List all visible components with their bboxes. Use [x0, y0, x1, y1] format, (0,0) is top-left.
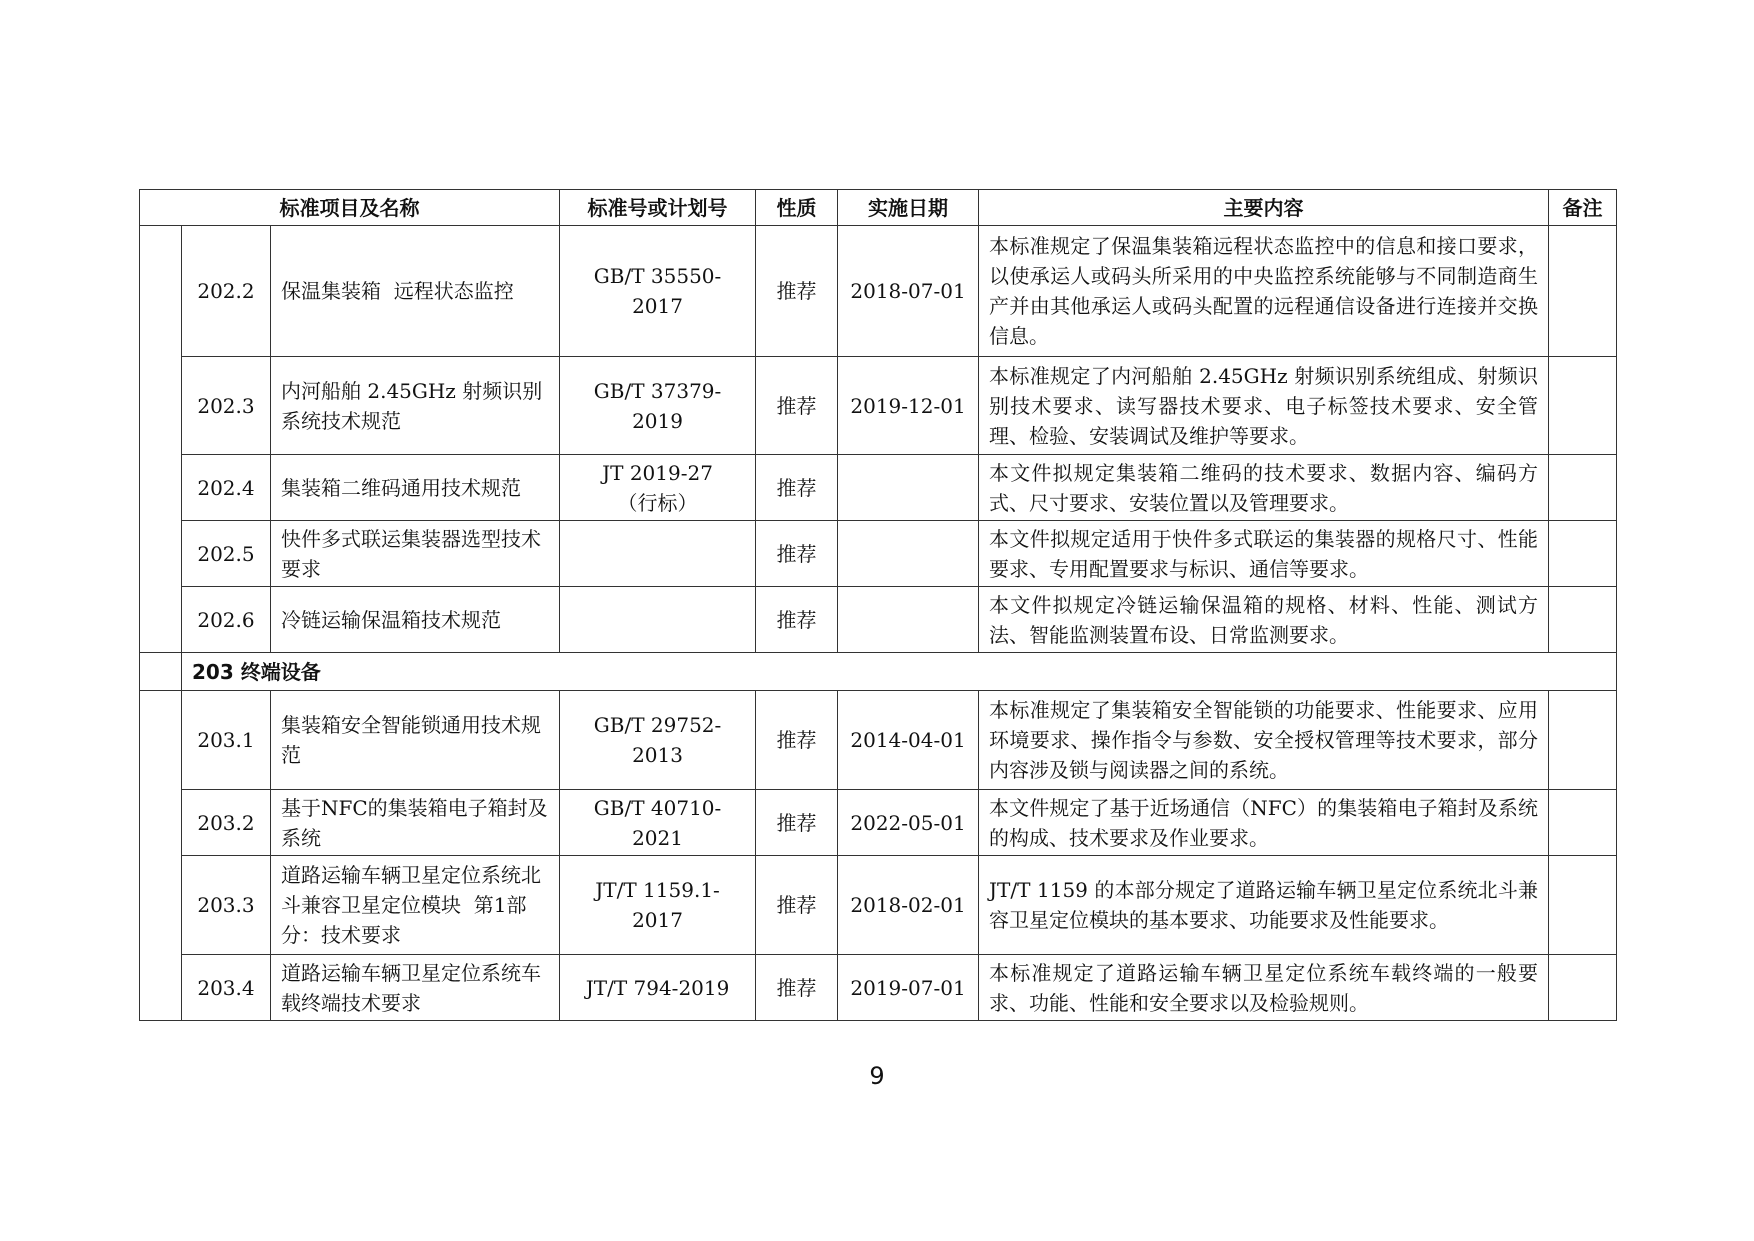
- item-date: [838, 455, 979, 521]
- item-name: 道路运输车辆卫星定位系统车载终端技术要求: [271, 955, 560, 1021]
- item-number: 202.4: [182, 455, 271, 521]
- item-content: 本文件拟规定冷链运输保温箱的规格、材料、性能、测试方法、智能监测装置布设、日常监测要求。: [979, 587, 1549, 653]
- item-date: 2018-07-01: [838, 226, 979, 357]
- item-nature: 推荐: [756, 790, 838, 856]
- item-name: 保温集装箱 远程状态监控: [271, 226, 560, 357]
- table-row: [140, 790, 1617, 856]
- item-nature: 推荐: [756, 691, 838, 790]
- item-remark: [1549, 357, 1617, 455]
- item-name: 内河船舶 2.45GHz 射频识别系统技术规范: [271, 357, 560, 455]
- table-row: [140, 357, 1617, 455]
- item-date: [838, 521, 979, 587]
- item-content: 本标准规定了集装箱安全智能锁的功能要求、性能要求、应用环境要求、操作指令与参数、安全授权管理等技术要求，部分内容涉及锁与阅读器之间的系统。: [979, 691, 1549, 790]
- item-name: 集装箱安全智能锁通用技术规范: [271, 691, 560, 790]
- item-nature: 推荐: [756, 521, 838, 587]
- item-date: 2022-05-01: [838, 790, 979, 856]
- item-standard-number: [560, 455, 756, 521]
- item-date: 2019-07-01: [838, 955, 979, 1021]
- item-number: 203.1: [182, 691, 271, 790]
- header-remark: 备注: [1549, 190, 1617, 226]
- item-standard-number: GB/T 37379-2019: [560, 357, 756, 455]
- item-standard-number: GB/T 40710-2021: [560, 790, 756, 856]
- item-name: 道路运输车辆卫星定位系统北斗兼容卫星定位模块 第1部分：技术要求: [271, 856, 560, 955]
- item-number: 203.2: [182, 790, 271, 856]
- item-name: 集装箱二维码通用技术规范: [271, 455, 560, 521]
- item-remark: [1549, 455, 1617, 521]
- header-nature: 性质: [756, 190, 838, 226]
- item-content: 本标准规定了保温集装箱远程状态监控中的信息和接口要求，以使承运人或码头所采用的中央监控系统能够与不同制造商生产并由其他承运人或码头配置的远程通信设备进行连接并交换信息。: [979, 226, 1549, 357]
- item-remark: [1549, 587, 1617, 653]
- item-date: 2018-02-01: [838, 856, 979, 955]
- item-nature: 推荐: [756, 226, 838, 357]
- item-content: 本文件拟规定集装箱二维码的技术要求、数据内容、编码方式、尺寸要求、安装位置以及管理要求。: [979, 455, 1549, 521]
- item-content: 本文件规定了基于近场通信（NFC）的集装箱电子箱封及系统的构成、技术要求及作业要求。: [979, 790, 1549, 856]
- section-row: [140, 653, 1617, 691]
- item-name: 冷链运输保温箱技术规范: [271, 587, 560, 653]
- item-number: 202.6: [182, 587, 271, 653]
- table-row: [140, 856, 1617, 955]
- item-nature: 推荐: [756, 587, 838, 653]
- item-remark: [1549, 226, 1617, 357]
- item-content: 本标准规定了道路运输车辆卫星定位系统车载终端的一般要求、功能、性能和安全要求以及检验规则。: [979, 955, 1549, 1021]
- item-number: 203.3: [182, 856, 271, 955]
- item-number: 202.3: [182, 357, 271, 455]
- item-remark: [1549, 955, 1617, 1021]
- table-header-row: [140, 190, 1617, 226]
- section-indent-cell: [140, 653, 182, 691]
- item-date: [838, 587, 979, 653]
- item-number: 202.5: [182, 521, 271, 587]
- page-number: 9: [869, 1062, 885, 1090]
- table-row: [140, 455, 1617, 521]
- table-row: [140, 955, 1617, 1021]
- item-standard-number: JT/T 794-2019: [560, 955, 756, 1021]
- item-date: 2019-12-01: [838, 357, 979, 455]
- item-standard-number: [560, 587, 756, 653]
- item-remark: [1549, 521, 1617, 587]
- item-number: 203.4: [182, 955, 271, 1021]
- header-content: 主要内容: [979, 190, 1549, 226]
- table-row: [140, 691, 1617, 790]
- item-remark: [1549, 691, 1617, 790]
- item-remark: [1549, 856, 1617, 955]
- item-remark: [1549, 790, 1617, 856]
- item-name: 基于NFC的集装箱电子箱封及系统: [271, 790, 560, 856]
- table-row: [140, 587, 1617, 653]
- item-name: 快件多式联运集装器选型技术要求: [271, 521, 560, 587]
- table-row: [140, 521, 1617, 587]
- standard-number-line: JT 2019-27: [602, 460, 713, 485]
- standards-table: [139, 189, 1617, 1021]
- item-standard-number: GB/T 35550-2017: [560, 226, 756, 357]
- item-date: 2014-04-01: [838, 691, 979, 790]
- item-standard-number: GB/T 29752-2013: [560, 691, 756, 790]
- header-project: 标准项目及名称: [140, 190, 560, 226]
- item-standard-number: JT/T 1159.1-2017: [560, 856, 756, 955]
- section-title: 203 终端设备: [182, 653, 1617, 691]
- standard-type-note: （行标）: [617, 490, 698, 515]
- header-date: 实施日期: [838, 190, 979, 226]
- item-nature: 推荐: [756, 455, 838, 521]
- item-nature: 推荐: [756, 357, 838, 455]
- item-nature: 推荐: [756, 856, 838, 955]
- table-row: [140, 226, 1617, 357]
- item-content: 本文件拟规定适用于快件多式联运的集装器的规格尺寸、性能要求、专用配置要求与标识、通信等要求。: [979, 521, 1549, 587]
- item-standard-number: [560, 521, 756, 587]
- item-number: 202.2: [182, 226, 271, 357]
- group-indent-cell: [140, 691, 182, 1021]
- item-content: JT/T 1159 的本部分规定了道路运输车辆卫星定位系统北斗兼容卫星定位模块的基本要求、功能要求及性能要求。: [979, 856, 1549, 955]
- group-indent-cell: [140, 226, 182, 653]
- item-content: 本标准规定了内河船舶 2.45GHz 射频识别系统组成、射频识别技术要求、读写器技术要求、电子标签技术要求、安全管理、检验、安装调试及维护等要求。: [979, 357, 1549, 455]
- item-nature: 推荐: [756, 955, 838, 1021]
- header-number: 标准号或计划号: [560, 190, 756, 226]
